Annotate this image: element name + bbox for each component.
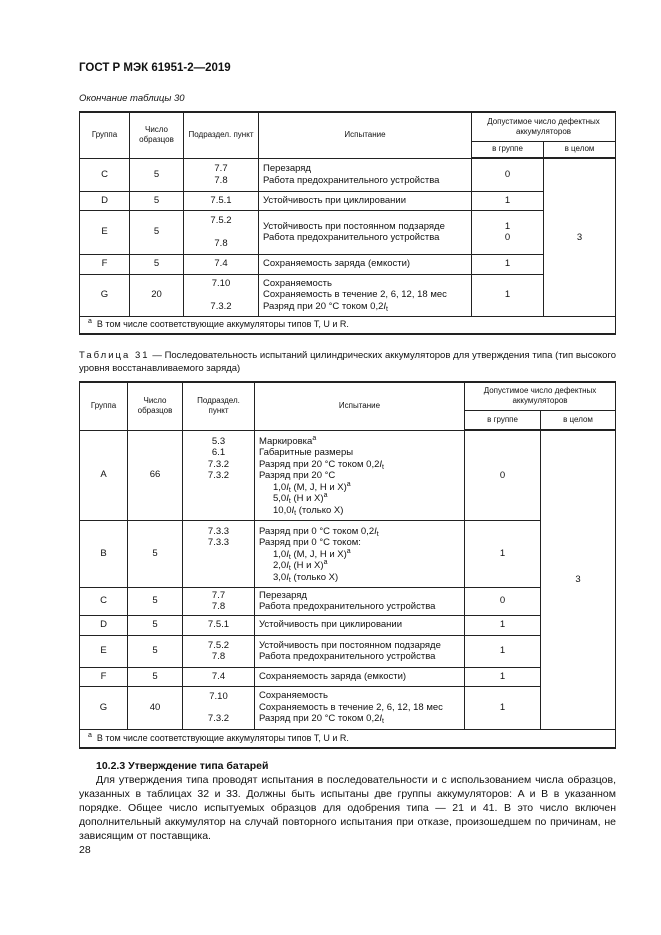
header-clause: Подраздел. пункт <box>184 112 259 158</box>
row-clauses: 7.5.1 <box>183 615 255 635</box>
row-tests: Разряд при 0 °C током $0,2I_t$ Разряд при 0 °C током: $1,0I_t$ (M, J, H и X)$^a$ $2,0I_t$ (H и X)$^a$ $3,0I_t$ (только X) <box>255 520 465 587</box>
row-tests: Устойчивость при циклировании <box>255 615 465 635</box>
row-defects: 1 <box>465 667 541 686</box>
table-30 <box>79 111 616 335</box>
row-defects: 1 <box>465 635 541 667</box>
row-count: 5 <box>130 191 184 210</box>
row-defects: 1 <box>472 191 544 210</box>
table30-footnote: $^a$ В том числе соответствующие аккумуляторы типов T, U и R. <box>80 316 616 334</box>
row-group: F <box>80 254 130 274</box>
row-count: 5 <box>130 210 184 254</box>
row-defects: 1 0 <box>472 210 544 254</box>
row-clauses: 7.5.1 <box>184 191 259 210</box>
row-tests: Перезаряд Работа предохранительного устройства <box>259 158 472 191</box>
header-count: Число образцов <box>128 382 183 430</box>
row-count: 40 <box>128 686 183 729</box>
table31-footnote: $^a$ В том числе соответствующие аккумуляторы типов T, U и R. <box>80 729 616 748</box>
row-group: G <box>80 274 130 316</box>
row-count: 5 <box>128 587 183 615</box>
row-tests: Перезаряд Работа предохранительного устройства <box>255 587 465 615</box>
row-defects: 0 <box>465 430 541 520</box>
row-defects: 1 <box>465 686 541 729</box>
header-test: Испытание <box>259 112 472 158</box>
row-count: 5 <box>130 254 184 274</box>
header-total: в целом <box>541 410 616 430</box>
row-group: B <box>80 520 128 587</box>
table-row <box>80 587 616 615</box>
header-allowed: Допустимое число дефектных аккумуляторов <box>465 382 616 410</box>
header-group: Группа <box>80 382 128 430</box>
row-group: E <box>80 210 130 254</box>
table-row <box>80 635 616 667</box>
header-in-group: в группе <box>472 141 544 158</box>
row-clauses: 7.3.3 7.3.3 <box>183 520 255 587</box>
page-number: 28 <box>79 844 91 856</box>
row-defects: 1 <box>465 520 541 587</box>
table-row <box>80 254 616 274</box>
row-defects: 0 <box>465 587 541 615</box>
row-count: 66 <box>128 430 183 520</box>
table30-caption: Окончание таблицы 30 <box>79 93 185 104</box>
row-tests: Устойчивость при постоянном подзаряде Работа предохранительного устройства <box>255 635 465 667</box>
row-tests: Сохраняемость Сохраняемость в течение 2, 6, 12, 18 мес Разряд при 20 °C током $0,2I_t$ <box>255 686 465 729</box>
row-group: D <box>80 615 128 635</box>
row-tests: Сохраняемость заряда (емкости) <box>255 667 465 686</box>
table-row <box>80 667 616 686</box>
row-clauses: 7.4 <box>184 254 259 274</box>
header-total: в целом <box>544 141 616 158</box>
row-clauses: 7.10 7.3.2 <box>183 686 255 729</box>
row-tests: Сохраняемость заряда (емкости) <box>259 254 472 274</box>
table-row <box>80 615 616 635</box>
row-defects: 1 <box>472 254 544 274</box>
row-clauses: 7.5.2 7.8 <box>183 635 255 667</box>
row-count: 20 <box>130 274 184 316</box>
row-count: 5 <box>128 615 183 635</box>
row-clauses: 7.10 7.3.2 <box>184 274 259 316</box>
row-tests: Сохраняемость Сохраняемость в течение 2, 6, 12, 18 мес Разряд при 20 °C током $0,2I_t$ <box>259 274 472 316</box>
row-count: 5 <box>130 158 184 191</box>
row-count: 5 <box>128 520 183 587</box>
row-group: A <box>80 430 128 520</box>
table-row <box>80 686 616 729</box>
row-clauses: 5.3 6.1 7.3.2 7.3.2 <box>183 430 255 520</box>
table-row <box>80 274 616 316</box>
section-heading: 10.2.3 Утверждение типа батарей <box>96 760 269 772</box>
row-group: D <box>80 191 130 210</box>
row-defects: 1 <box>472 274 544 316</box>
table-row <box>80 191 616 210</box>
row-group: G <box>80 686 128 729</box>
table-row <box>80 520 616 587</box>
row-defects: 0 <box>472 158 544 191</box>
header-clause: Подраздел. пункт <box>183 382 255 430</box>
row-group: C <box>80 158 130 191</box>
row-count: 5 <box>128 667 183 686</box>
table31-caption: Таблица 31 — Последовательность испытаний цилиндрических аккумуляторов для утверждения типа (тип высокого уровня восстанавливаемого заряда) <box>79 350 616 374</box>
row-clauses: 7.7 7.8 <box>184 158 259 191</box>
row-tests: Маркировка$^a$ Габаритные размеры Разряд при 20 °C током $0,2I_t$ Разряд при 20 °C $1,0I_t$ (M, J, H и X)$^a$ $5,0I_t$ (H и X)$^a$ $10,0I_t$ (только X) <box>255 430 465 520</box>
total-defects: 3 <box>544 158 616 316</box>
table-31 <box>79 381 616 749</box>
row-tests: Устойчивость при циклировании <box>259 191 472 210</box>
header-allowed: Допустимое число дефектных аккумуляторов <box>472 112 616 141</box>
row-clauses: 7.5.2 7.8 <box>184 210 259 254</box>
table-row <box>80 430 616 520</box>
row-group: F <box>80 667 128 686</box>
row-clauses: 7.4 <box>183 667 255 686</box>
table-row <box>80 210 616 254</box>
row-group: C <box>80 587 128 615</box>
header-count: Число образцов <box>130 112 184 158</box>
document-title: ГОСТ Р МЭК 61951-2—2019 <box>79 62 231 74</box>
row-defects: 1 <box>465 615 541 635</box>
total-defects: 3 <box>541 430 616 729</box>
header-test: Испытание <box>255 382 465 430</box>
row-clauses: 7.7 7.8 <box>183 587 255 615</box>
row-group: E <box>80 635 128 667</box>
header-group: Группа <box>80 112 130 158</box>
table-row <box>80 158 616 191</box>
row-tests: Устойчивость при постоянном подзаряде Работа предохранительного устройства <box>259 210 472 254</box>
section-paragraph: Для утверждения типа проводят испытания в последовательности и с использованием числа образцов, указанных в таблицах 32 и 33. Должны быть испытаны две группы аккумуляторов: A и B в указанном порядке. Общее число испытуемых образцов для одобрения типа — 21 и 41. В это число включен дополнительный аккумулятор на случай повторного испытания при отказе, произошедшем по причинам, не зависящим от поставщика. <box>79 774 616 842</box>
header-in-group: в группе <box>465 410 541 430</box>
row-count: 5 <box>128 635 183 667</box>
